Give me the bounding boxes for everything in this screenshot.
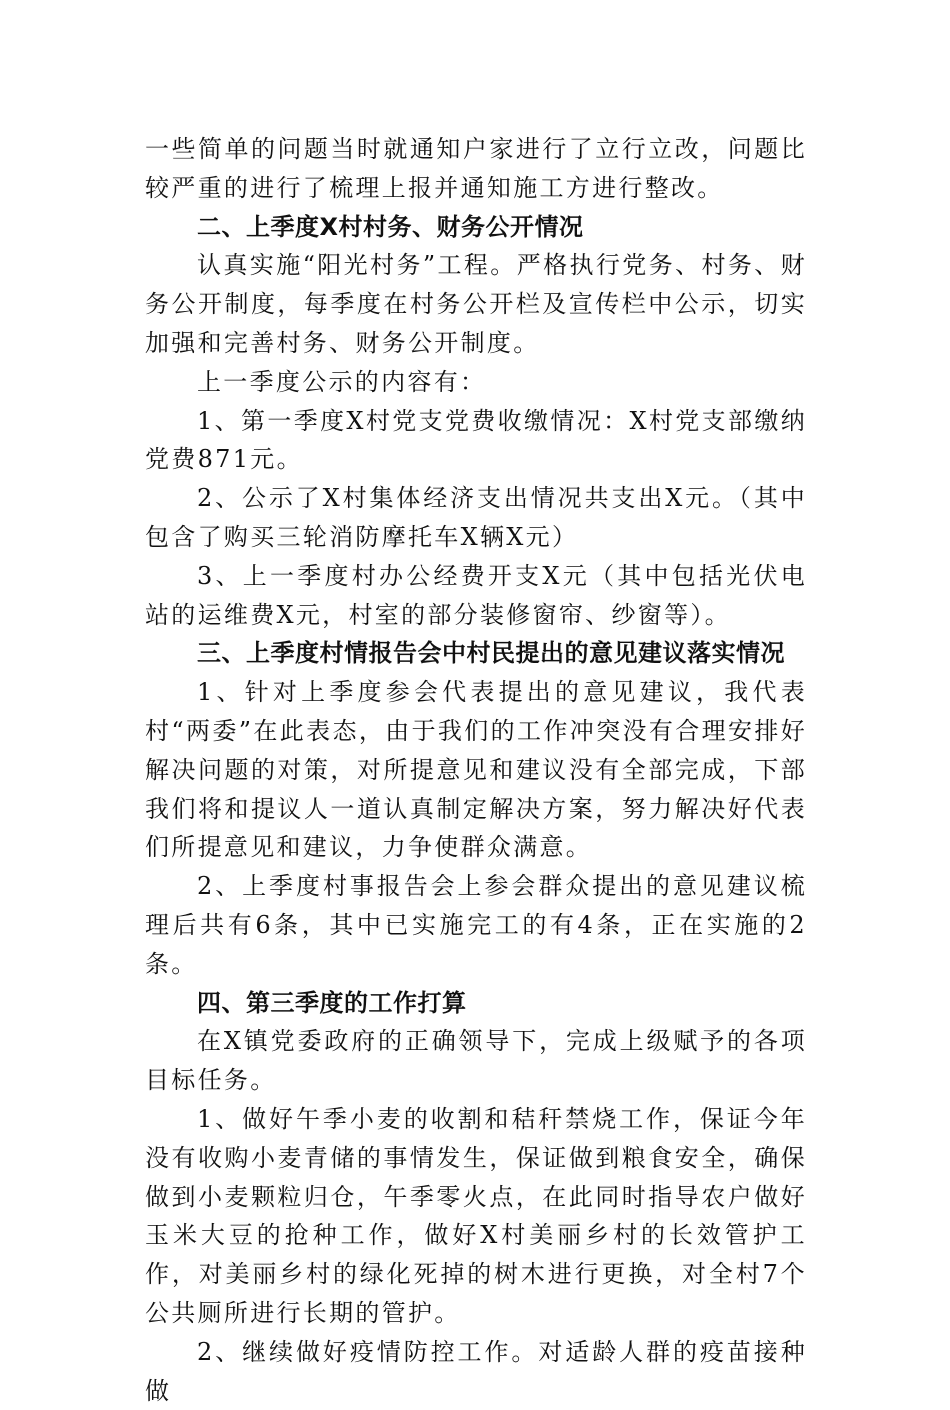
paragraph: 上一季度公示的内容有：	[197, 367, 487, 396]
list-item: 3、上一季度村办公经费开支X元（其中包括光伏电站的运维费X元，村室的部分装修窗帘、纱窗等）。	[145, 561, 807, 629]
list-item: 2、上季度村事报告会上参会群众提出的意见建议梳理后共有6条，其中已实施完工的有4条，正在实施的2条。	[145, 872, 807, 978]
list-item: 1、第一季度X村党支党费收缴情况：X村党支部缴纳党费871元。	[145, 406, 807, 474]
list-item: 2、公示了X村集体经济支出情况共支出X元。（其中包含了购买三轮消防摩托车X辆X元）	[145, 484, 807, 551]
paragraph: 在X镇党委政府的正确领导下，完成上级赋予的各项目标任务。	[145, 1027, 807, 1095]
document-body	[145, 130, 807, 1410]
paragraph-continuation: 一些简单的问题当时就通知户家进行了立行立改，问题比较严重的进行了梳理上报并通知施工方进行整改。	[145, 135, 807, 202]
section-heading-4: 四、第三季度的工作打算	[197, 988, 467, 1017]
list-item: 2、继续做好疫情防控工作。对适龄人群的疫苗接种做	[145, 1337, 807, 1405]
list-item: 1、针对上季度参会代表提出的意见建议，我代表村“两委”在此表态，由于我们的工作冲突没有合理安排好解决问题的对策，对所提意见和建议没有全部完成，下部我们将和提议人一道认真制定解决方案，努力解决好代表们所提意见和建议，力争使群众满意。	[145, 678, 807, 862]
section-heading-2: 二、上季度X村村务、财务公开情况	[197, 212, 584, 241]
list-item: 1、做好午季小麦的收割和秸秆禁烧工作，保证今年没有收购小麦青储的事情发生，保证做到粮食安全，确保做到小麦颗粒归仓，午季零火点，在此同时指导农户做好玉米大豆的抢种工作，做好X村美丽乡村的长效管护工作，对美丽乡村的绿化死掉的树木进行更换，对全村7个公共厕所进行长期的管护。	[145, 1104, 807, 1327]
section-heading-3: 三、上季度村情报告会中村民提出的意见建议落实情况	[197, 639, 785, 668]
paragraph: 认真实施“阳光村务”工程。严格执行党务、村务、财务公开制度，每季度在村务公开栏及宣传栏中公示，切实加强和完善村务、财务公开制度。	[145, 251, 807, 357]
